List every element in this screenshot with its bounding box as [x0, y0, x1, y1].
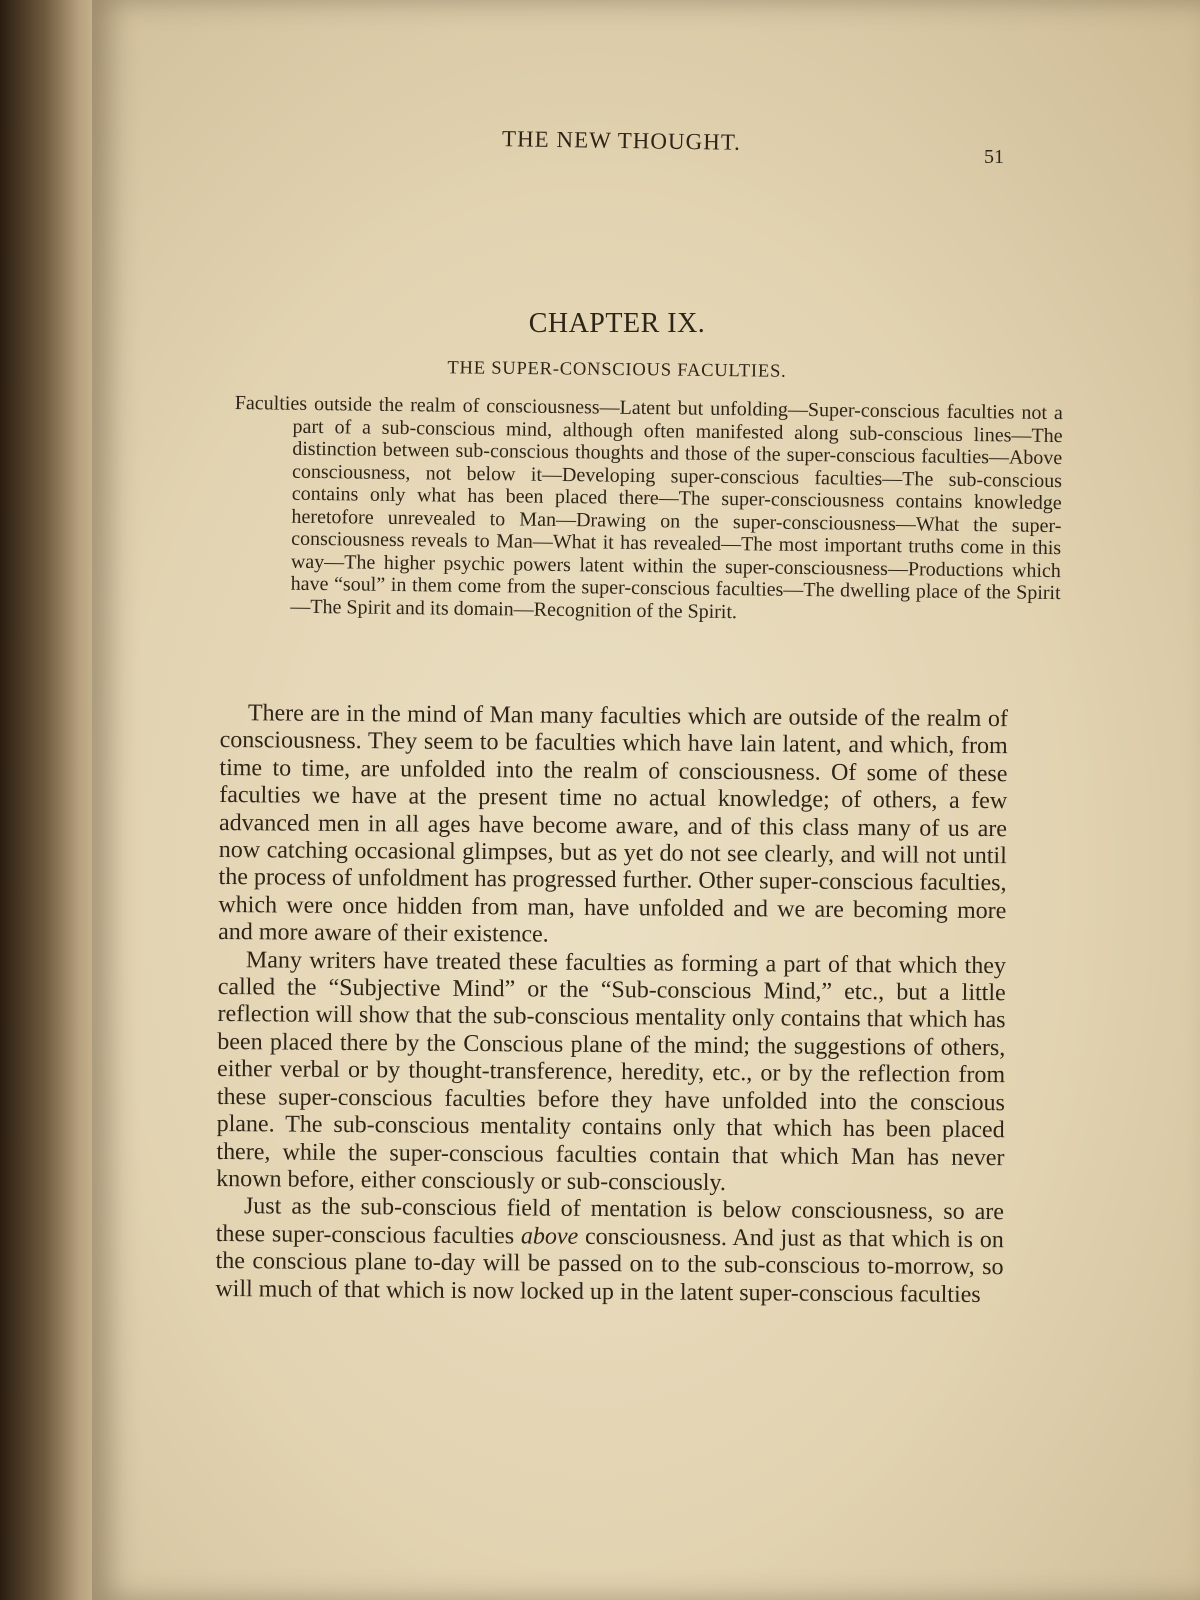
paragraph — [215, 1193, 1004, 1309]
book-page — [92, 0, 1200, 1600]
book-spine-shadow — [0, 0, 100, 1600]
chapter-title: CHAPTER IX. — [528, 308, 706, 339]
emphasis-text: above — [520, 1223, 579, 1250]
chapter-body — [215, 700, 1008, 1309]
chapter-subtitle: THE SUPER-CONSCIOUS FACULTIES. — [447, 358, 787, 382]
running-head: THE NEW THOUGHT. — [501, 126, 742, 155]
paragraph: There are in the mind of Man many faculties which are outside of the realm of consciousness. They seem to be faculties which have lain latent, and which, from time to time, are unfolded into the realm of consciousness. Of some of these faculties we have at the present time no actual knowledge; of others, a few advanced men in all ages have become aware, and of this class many of us are now catching occasional glimpses, but as yet do not see clearly, and will not until the process of unfoldment has progressed further. Other super-conscious faculties, which were once hidden from man, have unfolded and we are becoming more and more aware of their existence. — [218, 700, 1008, 948]
chapter-synopsis: Faculties outside the realm of consciousness—Latent but unfolding—Super-conscious faculties not a part of a sub-conscious mind, although often manifested along sub-conscious lines—The distinction between sub-conscious thoughts and those of the super-conscious faculties—Above consciousness, not below it—Developing super-conscious faculties—The sub-conscious contains only what has been placed there—The super-consciousness contains knowledge heretofore unrevealed to Man—Drawing on the super-consciousness—What the super-consciousness reveals to Man—What it has revealed—The most important truths come in this way—The higher psychic powers latent within the super-consciousness—Productions which have “soul” in them come from the super-conscious faculties—The dwelling place of the Spirit—The Spirit and its domain—Recognition of the Spirit. — [234, 392, 1063, 623]
paragraph: Many writers have treated these faculties as forming a part of that which they called the “Subjective Mind” or the “Sub-conscious Mind,” etc., but a little reflection will show that the sub-conscious mentality only contains that which has been placed there by the Conscious plane of the mind; the suggestions of others, either verbal or by thought-transference, heredity, etc., or by the reflection from these super-conscious faculties before they have unfolded into the conscious plane. The sub-conscious mentality contains only that which has been placed there, while the super-conscious faculties contain that which Man has never known before, either consciously or sub-consciously. — [216, 946, 1007, 1196]
paragraph-text: consciousness. And just as that which is on the conscious plane to-day will be passed on to the sub-conscious to-morrow, so will much of that which is now locked up in the latent super-conscious faculties — [215, 1223, 1004, 1308]
page-number: 51 — [984, 146, 1004, 168]
paragraph-text: Just as the sub-conscious field of mentation is below consciousness, so are these super-conscious faculties — [215, 1193, 1005, 1250]
